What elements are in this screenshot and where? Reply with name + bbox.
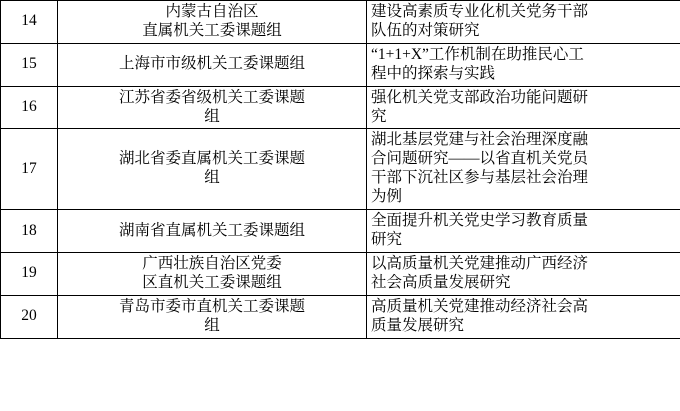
topic-line: 以高质量机关党建推动广西经济 bbox=[371, 254, 589, 272]
topic-line: 高质量机关党建推动经济社会高 bbox=[371, 297, 589, 315]
organization-cell bbox=[58, 1, 367, 44]
organization-cell bbox=[58, 295, 367, 338]
table-row bbox=[1, 86, 680, 129]
organization-line: 组 bbox=[204, 316, 220, 334]
row-number-cell: 18 bbox=[1, 210, 58, 253]
table-row bbox=[1, 252, 680, 295]
organization-cell bbox=[58, 210, 367, 253]
table-body bbox=[1, 1, 680, 339]
organization-line: 青岛市委市直机关工委课题 bbox=[118, 297, 305, 315]
row-number-cell: 19 bbox=[1, 252, 58, 295]
organization-cell bbox=[58, 129, 367, 210]
topic-line: 质量发展研究 bbox=[371, 316, 465, 334]
organization-cell bbox=[58, 86, 367, 129]
topic-line: 为例 bbox=[371, 188, 403, 206]
organization-line: 直属机关工委课题组 bbox=[142, 21, 282, 39]
topic-line: 全面提升机关党史学习教育质量 bbox=[371, 212, 589, 230]
topic-cell bbox=[367, 1, 680, 44]
organization-line: 湖北省委直属机关工委课题 bbox=[118, 150, 305, 168]
topic-cell bbox=[367, 210, 680, 253]
topic-line: 湖北基层党建与社会治理深度融 bbox=[371, 131, 589, 149]
organization-line: 广西壮族自治区党委 bbox=[142, 254, 282, 272]
row-number-cell: 20 bbox=[1, 295, 58, 338]
organization-line: 组 bbox=[204, 107, 220, 125]
topic-line: 建设高素质专业化机关党务干部 bbox=[371, 3, 589, 20]
topic-line: 合问题研究——以省直机关党员 bbox=[371, 150, 589, 168]
organization-line: 江苏省委省级机关工委课题 bbox=[118, 88, 305, 106]
organization-line: 区直机关工委课题组 bbox=[142, 273, 282, 291]
topic-line: “1+1+X”工作机制在助推民心工 bbox=[371, 45, 584, 63]
organization-line: 湖南省直属机关工委课题组 bbox=[118, 221, 305, 239]
organization-cell bbox=[58, 252, 367, 295]
topic-line: 强化机关党支部政治功能问题研 bbox=[371, 88, 589, 106]
row-number-cell: 15 bbox=[1, 43, 58, 86]
organization-line: 内蒙古自治区 bbox=[165, 3, 259, 20]
table-row bbox=[1, 129, 680, 210]
organization-cell bbox=[58, 43, 367, 86]
topic-cell bbox=[367, 43, 680, 86]
row-number-cell: 17 bbox=[1, 129, 58, 210]
row-number-cell: 14 bbox=[1, 1, 58, 44]
topic-cell bbox=[367, 86, 680, 129]
topic-line: 社会高质量发展研究 bbox=[371, 273, 511, 291]
topic-line: 究 bbox=[371, 107, 387, 125]
topic-line: 程中的探索与实践 bbox=[371, 64, 496, 82]
topic-line: 队伍的对策研究 bbox=[371, 21, 480, 39]
table-row bbox=[1, 1, 680, 44]
topic-line: 干部下沉社区参与基层社会治理 bbox=[371, 169, 589, 187]
organization-line: 上海市市级机关工委课题组 bbox=[118, 55, 305, 73]
table-row bbox=[1, 295, 680, 338]
topic-cell bbox=[367, 129, 680, 210]
topic-cell bbox=[367, 295, 680, 338]
topic-line: 研究 bbox=[371, 230, 403, 248]
row-number-cell: 16 bbox=[1, 86, 58, 129]
organization-line: 组 bbox=[204, 169, 220, 187]
topic-cell bbox=[367, 252, 680, 295]
table-row bbox=[1, 210, 680, 253]
table-row bbox=[1, 43, 680, 86]
